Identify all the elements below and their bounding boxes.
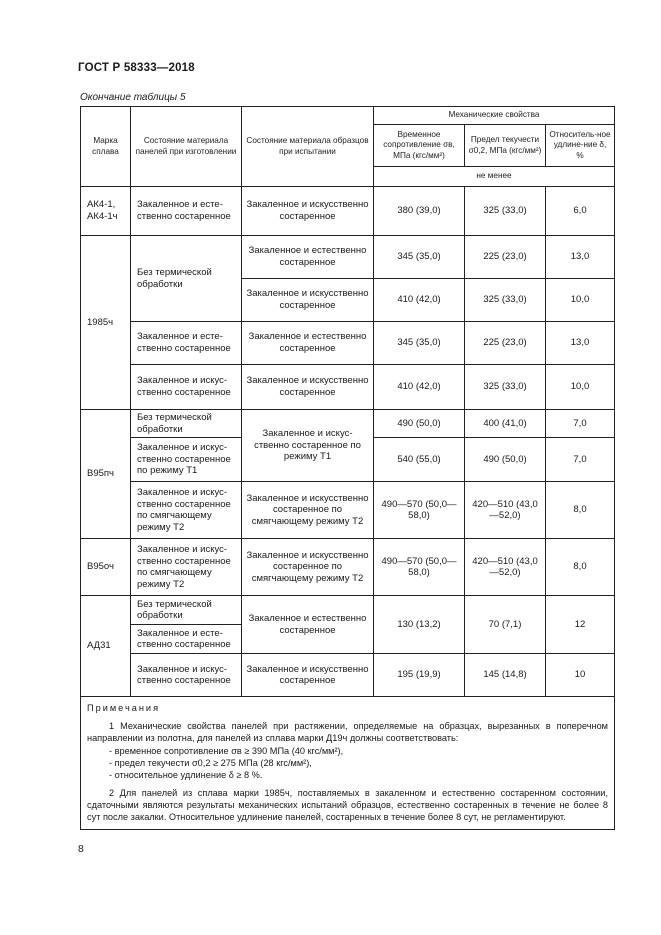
cell-yield: 145 (14,8) — [465, 654, 546, 697]
header-grade: Марка сплава — [81, 107, 131, 187]
cell-manuf: Без термической обработки — [131, 596, 242, 625]
standard-number: ГОСТ Р 58333—2018 — [78, 62, 195, 74]
cell-tensile: 490—570 (50,0—58,0) — [374, 539, 465, 596]
cell-elong: 7,0 — [546, 410, 615, 438]
cell-elong: 8,0 — [546, 482, 615, 539]
table-row — [81, 236, 615, 279]
header-tensile: Временное сопротивление σв, МПа (кгс/мм²) — [374, 125, 465, 167]
cell-elong: 13,0 — [546, 322, 615, 365]
table-row — [81, 187, 615, 236]
cell-test: Закаленное и искус-ственно состаренное по режиму Т1 — [242, 410, 374, 482]
cell-manuf: Закаленное и есте-ственно состаренное — [131, 187, 242, 236]
cell-yield: 325 (33,0) — [465, 187, 546, 236]
cell-manuf: Закаленное и искус-ственно состаренное — [131, 365, 242, 410]
cell-manuf: Закаленное и есте-ственно состаренное — [131, 322, 242, 365]
table-row — [81, 539, 615, 596]
cell-yield: 325 (33,0) — [465, 279, 546, 322]
note-1: 1 Механические свойства панелей при растяжении, определяемые на образцах, вырезанных в поперечном направлении из полотна, для панелей из сплава марки Д19ч должны соответствовать: — [87, 721, 608, 744]
header-state-testing: Состояние материала образцов при испытании — [242, 107, 374, 187]
cell-tensile: 345 (35,0) — [374, 236, 465, 279]
cell-test: Закаленное и искусственно состаренное по смягчающему режиму Т2 — [242, 482, 374, 539]
cell-yield: 225 (23,0) — [465, 322, 546, 365]
cell-tensile: 490—570 (50,0—58,0) — [374, 482, 465, 539]
cell-grade: АД31 — [81, 596, 131, 697]
cell-test: Закаленное и естественно состаренное — [242, 236, 374, 279]
cell-test: Закаленное и искусственно состаренное — [242, 365, 374, 410]
table-row — [81, 322, 615, 365]
table-row — [81, 482, 615, 539]
cell-elong: 13,0 — [546, 236, 615, 279]
cell-elong: 12 — [546, 596, 615, 654]
notes-block — [81, 697, 615, 830]
table-caption: Окончание таблицы 5 — [80, 92, 186, 103]
header-min-note: не менее — [374, 167, 615, 187]
cell-elong: 8,0 — [546, 539, 615, 596]
cell-yield: 420—510 (43,0—52,0) — [465, 482, 546, 539]
cell-tensile: 490 (50,0) — [374, 410, 465, 438]
page-number: 8 — [78, 843, 84, 855]
note-1-item: - предел текучести σ0,2 ≥ 275 МПа (28 кгс/мм²), — [109, 757, 312, 768]
cell-manuf: Закаленное и искус-ственно состаренное по смягчающему режиму Т2 — [131, 482, 242, 539]
cell-elong: 10 — [546, 654, 615, 697]
cell-manuf: Закаленное и искус-ственно состаренное по режиму Т1 — [131, 438, 242, 482]
table-row — [81, 410, 615, 438]
cell-manuf: Закаленное и искус-ственно состаренное по смягчающему режиму Т2 — [131, 539, 242, 596]
cell-grade: АК4-1, АК4-1ч — [81, 187, 131, 236]
table-row — [81, 654, 615, 697]
cell-yield: 420—510 (43,0—52,0) — [465, 539, 546, 596]
note-1-item: - относительное удлинение δ ≥ 8 %. — [109, 769, 263, 780]
cell-tensile: 130 (13,2) — [374, 596, 465, 654]
cell-elong: 7,0 — [546, 438, 615, 482]
table-row — [81, 365, 615, 410]
notes-title: Примечания — [87, 703, 161, 714]
note-2: 2 Для панелей из сплава марки 1985ч, поставляемых в закаленном и естественно состаренном состоянии, сдаточными являются результаты механических испытаний образцов, естественно состаренных в течение не более 8 сут после закалки. Относительное удлинение панелей, состаренных в течение более 8 сут, не регламентируют. — [87, 788, 608, 823]
cell-tensile: 410 (42,0) — [374, 279, 465, 322]
cell-yield: 325 (33,0) — [465, 365, 546, 410]
cell-test: Закаленное и искусственно состаренное по смягчающему режиму Т2 — [242, 539, 374, 596]
cell-manuf: Без термической обработки — [131, 236, 242, 322]
cell-test: Закаленное и искусственно состаренное — [242, 654, 374, 697]
properties-table — [80, 106, 615, 830]
cell-yield: 490 (50,0) — [465, 438, 546, 482]
cell-test: Закаленное и естественно состаренное — [242, 596, 374, 654]
cell-elong: 10,0 — [546, 365, 615, 410]
cell-grade: В95оч — [81, 539, 131, 596]
cell-tensile: 380 (39,0) — [374, 187, 465, 236]
header-state-manufacture: Состояние материала панелей при изготовлении — [131, 107, 242, 187]
cell-tensile: 345 (35,0) — [374, 322, 465, 365]
table-row — [81, 596, 615, 625]
cell-manuf: Закаленное и есте-ственно состаренное — [131, 625, 242, 654]
cell-elong: 6,0 — [546, 187, 615, 236]
cell-test: Закаленное и искусственно состаренное — [242, 279, 374, 322]
note-1-item: - временное сопротивление σв ≥ 390 МПа (40 кгс/мм²), — [109, 745, 344, 756]
header-mechanical: Механические свойства — [374, 107, 615, 125]
header-elongation: Относитель-ное удлине-ние δ, % — [546, 125, 615, 167]
cell-test: Закаленное и естественно состаренное — [242, 322, 374, 365]
cell-tensile: 410 (42,0) — [374, 365, 465, 410]
cell-yield: 400 (41,0) — [465, 410, 546, 438]
cell-yield: 225 (23,0) — [465, 236, 546, 279]
header-yield: Предел текучести σ0,2, МПа (кгс/мм²) — [465, 125, 546, 167]
cell-tensile: 195 (19,9) — [374, 654, 465, 697]
cell-grade: В95пч — [81, 410, 131, 539]
cell-test: Закаленное и искусственно состаренное — [242, 187, 374, 236]
cell-manuf: Без термической обработки — [131, 410, 242, 438]
cell-yield: 70 (7,1) — [465, 596, 546, 654]
cell-manuf: Закаленное и искус-ственно состаренное — [131, 654, 242, 697]
cell-tensile: 540 (55,0) — [374, 438, 465, 482]
cell-elong: 10,0 — [546, 279, 615, 322]
cell-grade: 1985ч — [81, 236, 131, 410]
